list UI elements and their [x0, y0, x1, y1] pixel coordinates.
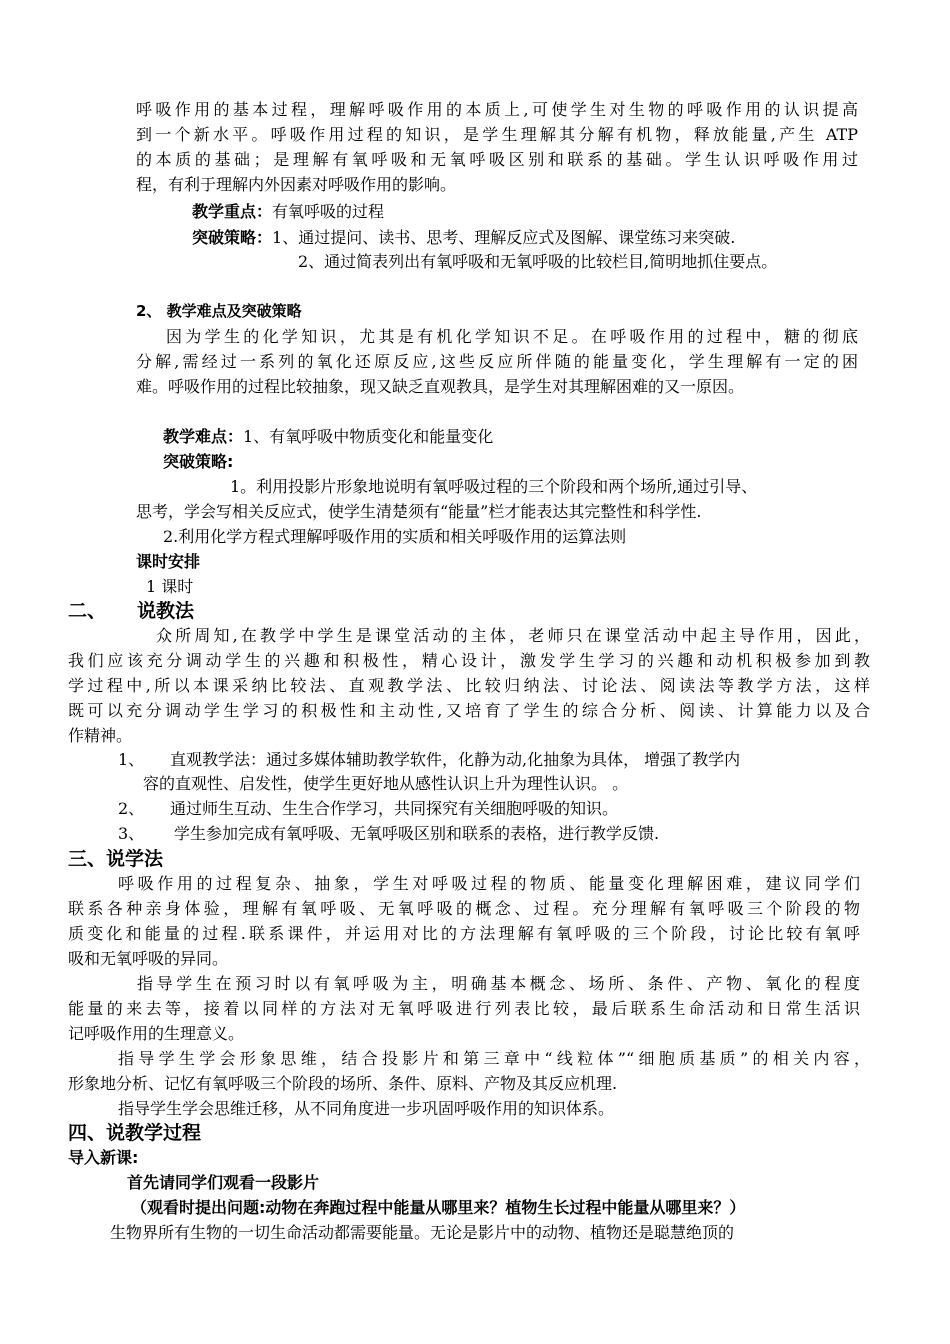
schedule-label: 课时安排	[136, 552, 201, 571]
difficulty-label: 教学难点：	[163, 427, 244, 446]
list-item-num: 2、	[118, 799, 145, 818]
difficulty-point	[163, 427, 493, 447]
difficulty-line: 分解,需经过一系列的氧化还原反应,这些反应所伴随的能量变化，学生理解有一定的困	[136, 352, 858, 371]
key-point-text: 有氧呼吸的过程	[272, 202, 385, 221]
section3-line: 指导学生在预习时以有氧呼吸为主，明确基本概念、场所、条件、产物、氧化的程度	[137, 974, 860, 993]
difficulty-line: 因为学生的化学知识，尤其是有机化学知识不足。在呼吸作用的过程中，糖的彻底	[166, 327, 858, 346]
list-item-num: 3、	[118, 824, 145, 843]
list-item-num: 1、	[118, 750, 145, 769]
difficulty-text: 1、有氧呼吸中物质变化和能量变化	[243, 427, 494, 446]
section3-line: 形象地分析、记忆有氧呼吸三个阶段的场所、条件、原料、产物及其反应机理.	[68, 1074, 618, 1093]
strategy-item: 2、通过简表列出有氧呼吸和无氧呼吸的比较栏目,简明地抓住要点。	[298, 252, 778, 271]
list-item-text: 直观教学法：通过多媒体辅助教学软件，化静为动,化抽象为具体， 增强了教学内	[170, 750, 741, 769]
intro-line: 的本质的基础；是理解有氧呼吸和无氧呼吸区别和联系的基础。学生认识呼吸作用过	[136, 150, 858, 169]
section-heading: 四、说教学过程	[68, 1122, 202, 1144]
intro-label: 导入新课:	[68, 1148, 139, 1167]
section2-line: 我们应该充分调动学生的兴趣和积极性，精心设计，激发学生学习的兴趣和动机积极参加到教	[68, 651, 870, 670]
strategy-label: 突破策略：	[192, 228, 273, 247]
list-item-text: 学生参加完成有氧呼吸、无氧呼吸区别和联系的表格，进行教学反馈.	[174, 824, 660, 843]
section4-line: 生物界所有生物的一切生命活动都需要能量。无论是影片中的动物、植物还是聪慧绝顶的	[110, 1223, 735, 1242]
strategy-item: 2.利用化学方程式理解呼吸作用的实质和相关呼吸作用的运算法则	[163, 527, 627, 546]
list-item-text: 通过师生互动、生生合作学习，共同探究有关细胞呼吸的知识。	[170, 799, 619, 818]
section3-line: 能量的来去等，接着以同样的方法对无氧呼吸进行列表比较，最后联系生命活动和日常生活识	[68, 999, 860, 1018]
key-point-strategy	[192, 228, 735, 248]
strategy-item: 1、通过提问、读书、思考、理解反应式及图解、课堂练习来突破.	[272, 228, 736, 247]
section3-line: 记呼吸作用的生理意义。	[68, 1024, 245, 1043]
section2-line: 众所周知,在教学中学生是课堂活动的主体，老师只在课堂活动中起主导作用，因此，	[156, 626, 870, 645]
strategy-item: 思考，学会写相关反应式，使学生清楚须有“能量”栏才能表达其完整性和科学性.	[136, 502, 702, 521]
difficulty-line: 难。呼吸作用的过程比较抽象，现又缺乏直观教具，是学生对其理解困难的又一原因。	[136, 377, 745, 396]
section3-line: 质变化和能量的过程.联系课件，并运用对比的方法理解有氧呼吸的三个阶段，讨论比较有氧呼	[68, 924, 860, 943]
section3-line: 指导学生学会思维迁移，从不同角度进一步巩固呼吸作用的知识体系。	[118, 1099, 615, 1118]
key-point	[192, 202, 384, 222]
section3-line: 吸和无氧呼吸的异同。	[68, 949, 229, 968]
difficulty-heading: 2、 教学难点及突破策略	[136, 302, 302, 320]
schedule-value: 1 课时	[146, 577, 194, 596]
difficulty-strategy-label: 突破策略:	[163, 452, 234, 471]
strategy-item: 1。利用投影片形象地说明有氧呼吸过程的三个阶段和两个场所,通过引导、	[230, 477, 758, 496]
key-point-label: 教学重点：	[192, 202, 273, 221]
section3-line: 呼吸作用的过程复杂、抽象，学生对呼吸过程的物质、能量变化理解困难，建议同学们	[118, 874, 860, 893]
question: （观看时提出问题:动物在奔跑过程中能量从哪里来？植物生长过程中能量从哪里来？）	[131, 1198, 746, 1217]
section3-line: 指导学生学会形象思维，结合投影片和第三章中“线粒体”“细胞质基质”的相关内容，	[118, 1049, 870, 1068]
section-heading: 二、	[68, 600, 107, 622]
section2-line: 作精神。	[68, 726, 133, 745]
intro-line: 到一个新水平。呼吸作用过程的知识，是学生理解其分解有机物，释放能量,产生 ATP	[136, 125, 858, 144]
section-heading: 三、说学法	[68, 848, 164, 870]
section-heading-title: 说教法	[137, 600, 195, 622]
list-item-text: 容的直观性、启发性，使学生更好地从感性认识上升为理性认识。 。	[143, 774, 629, 793]
section2-line: 学过程中,所以本课采纳比较法、直观教学法、比较归纳法、讨论法、阅读法等教学方法，这样	[68, 676, 870, 695]
section3-line: 联系各种亲身体验，理解有氧呼吸、无氧呼吸的概念、过程。充分理解有氧呼吸三个阶段的物	[68, 899, 860, 918]
intro-line: 呼吸作用的基本过程，理解呼吸作用的本质上,可使学生对生物的呼吸作用的认识提高	[136, 100, 858, 119]
video-prompt: 首先请同学们观看一段影片	[127, 1173, 320, 1192]
section2-line: 既可以充分调动学生学习的积极性和主动性,又培育了学生的综合分析、阅读、计算能力以及合	[68, 701, 870, 720]
intro-line: 程，有利于理解内外因素对呼吸作用的影响。	[136, 175, 457, 194]
